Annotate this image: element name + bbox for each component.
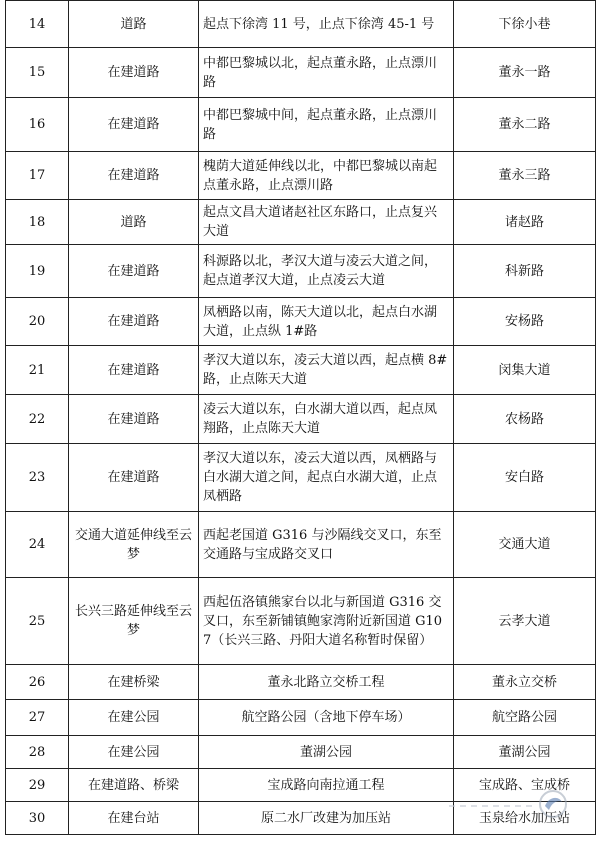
- row-name: 安杨路: [454, 298, 596, 346]
- row-type: 在建公园: [69, 736, 199, 769]
- row-name: 交通大道: [454, 512, 596, 578]
- row-name: 玉泉给水加压站: [454, 802, 596, 835]
- row-type: 交通大道延伸线至云梦: [69, 512, 199, 578]
- row-number: 22: [6, 395, 69, 444]
- row-name: 安白路: [454, 444, 596, 512]
- row-number: 14: [6, 1, 69, 48]
- row-description: 孝汉大道以东，凌云大道以西，起点横 8#路，止点陈天大道: [199, 346, 454, 395]
- row-description: 董湖公园: [199, 736, 454, 769]
- row-number: 24: [6, 512, 69, 578]
- table-row: [6, 245, 596, 298]
- row-type: 道路: [69, 1, 199, 48]
- row-type: 在建台站: [69, 802, 199, 835]
- place-name-table: [5, 0, 596, 835]
- row-description: 董永北路立交桥工程: [199, 665, 454, 700]
- row-number: 23: [6, 444, 69, 512]
- row-number: 19: [6, 245, 69, 298]
- row-name: 农杨路: [454, 395, 596, 444]
- table-row: [6, 444, 596, 512]
- row-number: 20: [6, 298, 69, 346]
- row-type: 在建道路: [69, 48, 199, 98]
- row-number: 29: [6, 769, 69, 802]
- row-number: 17: [6, 152, 69, 200]
- row-name: 航空路公园: [454, 700, 596, 736]
- row-type: 在建道路: [69, 444, 199, 512]
- row-name: 董湖公园: [454, 736, 596, 769]
- table-row: [6, 1, 596, 48]
- row-description: 起点下徐湾 11 号，止点下徐湾 45-1 号: [199, 1, 454, 48]
- row-description: 起点文昌大道诸赵社区东路口，止点复兴大道: [199, 200, 454, 245]
- row-number: 25: [6, 578, 69, 665]
- row-description: 原二水厂改建为加压站: [199, 802, 454, 835]
- row-name: 诸赵路: [454, 200, 596, 245]
- row-name: 董永二路: [454, 98, 596, 152]
- table-row: [6, 665, 596, 700]
- table-row: [6, 98, 596, 152]
- table-row: [6, 152, 596, 200]
- table-row: [6, 802, 596, 835]
- row-type: 在建道路: [69, 298, 199, 346]
- table-row: [6, 395, 596, 444]
- row-type: 道路: [69, 200, 199, 245]
- table-row: [6, 736, 596, 769]
- table-row: [6, 346, 596, 395]
- row-name: 董永立交桥: [454, 665, 596, 700]
- row-number: 15: [6, 48, 69, 98]
- row-type: 在建道路: [69, 152, 199, 200]
- row-type: 在建道路: [69, 245, 199, 298]
- row-description: 凌云大道以东，白水湖大道以西，起点凤翔路，止点陈天大道: [199, 395, 454, 444]
- row-type: 在建桥梁: [69, 665, 199, 700]
- row-description: 槐荫大道延伸线以北，中都巴黎城以南起点董永路，止点漂川路: [199, 152, 454, 200]
- row-name: 下徐小巷: [454, 1, 596, 48]
- table-row: [6, 512, 596, 578]
- table-row: [6, 200, 596, 245]
- row-number: 26: [6, 665, 69, 700]
- table-row: [6, 769, 596, 802]
- row-description: 凤栖路以南，陈天大道以北，起点白水湖大道，止点纵 1#路: [199, 298, 454, 346]
- row-number: 21: [6, 346, 69, 395]
- row-type: 在建道路: [69, 98, 199, 152]
- table-body: [6, 1, 596, 835]
- row-number: 16: [6, 98, 69, 152]
- row-number: 27: [6, 700, 69, 736]
- row-name: 科新路: [454, 245, 596, 298]
- row-name: 宝成路、宝成桥: [454, 769, 596, 802]
- row-description: 西起伍洛镇熊家台以北与新国道 G316 交叉口，东至新铺镇鲍家湾附近新国道 G107（长兴三路、丹阳大道名称暂时保留）: [199, 578, 454, 665]
- table-row: [6, 48, 596, 98]
- row-type: 在建公园: [69, 700, 199, 736]
- row-name: 董永三路: [454, 152, 596, 200]
- row-description: 孝汉大道以东，凌云大道以西，凤栖路与白水湖大道之间，起点白水湖大道，止点凤栖路: [199, 444, 454, 512]
- row-name: 云孝大道: [454, 578, 596, 665]
- row-description: 宝成路向南拉通工程: [199, 769, 454, 802]
- row-type: 在建道路: [69, 346, 199, 395]
- row-name: 闵集大道: [454, 346, 596, 395]
- row-description: 科源路以北，孝汉大道与凌云大道之间，起点道孝汉大道，止点凌云大道: [199, 245, 454, 298]
- row-description: 中都巴黎城以北，起点董永路，止点漂川路: [199, 48, 454, 98]
- row-type: 在建道路: [69, 395, 199, 444]
- row-type: 长兴三路延伸线至云梦: [69, 578, 199, 665]
- row-description: 西起老国道 G316 与沙隔线交叉口，东至交通路与宝成路交叉口: [199, 512, 454, 578]
- row-number: 18: [6, 200, 69, 245]
- table-row: [6, 298, 596, 346]
- row-name: 董永一路: [454, 48, 596, 98]
- row-number: 30: [6, 802, 69, 835]
- row-description: 航空路公园（含地下停车场）: [199, 700, 454, 736]
- table-row: [6, 700, 596, 736]
- row-number: 28: [6, 736, 69, 769]
- row-description: 中都巴黎城中间，起点董永路，止点漂川路: [199, 98, 454, 152]
- row-type: 在建道路、桥梁: [69, 769, 199, 802]
- table-row: [6, 578, 596, 665]
